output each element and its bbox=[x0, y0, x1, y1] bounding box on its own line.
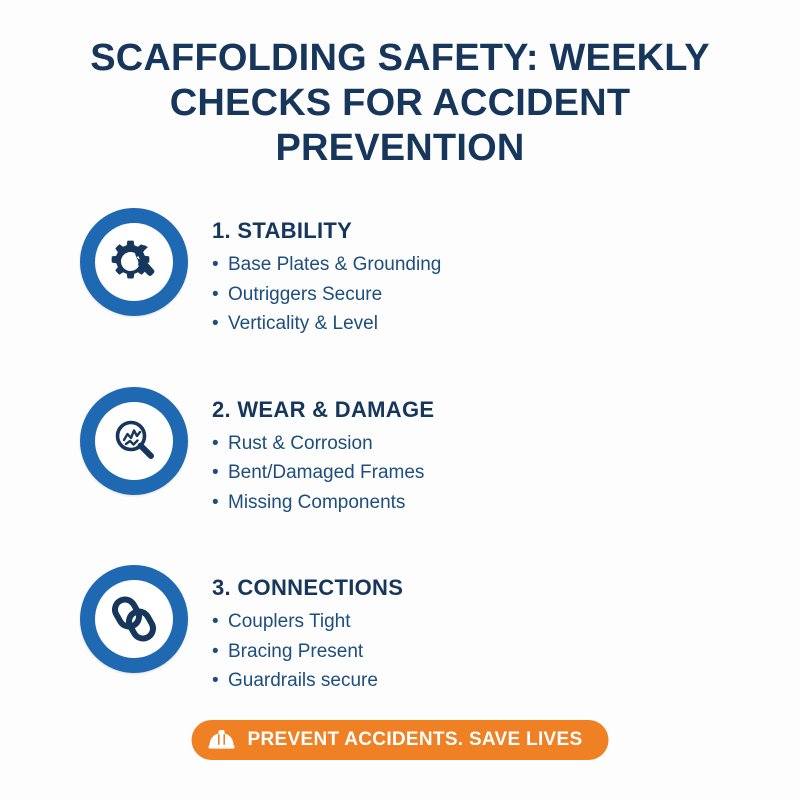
section-bullets bbox=[212, 607, 403, 695]
section-bullets bbox=[212, 429, 434, 517]
section-body bbox=[212, 565, 403, 695]
list-item: • Missing Components bbox=[212, 488, 434, 517]
list-item: • Outriggers Secure bbox=[212, 280, 441, 309]
chain-link-icon bbox=[95, 580, 173, 658]
section-bullets bbox=[212, 250, 441, 338]
list-item: • Bent/Damaged Frames bbox=[212, 458, 434, 487]
section-wear-damage bbox=[80, 387, 720, 517]
section-body bbox=[212, 387, 434, 517]
hard-hat-icon bbox=[208, 728, 236, 752]
section-connections bbox=[80, 565, 720, 695]
page-title: SCAFFOLDING SAFETY: WEEKLY CHECKS FOR ACCIDENT PREVENTION bbox=[90, 37, 710, 169]
gear-wrench-icon bbox=[95, 223, 173, 301]
checklist-sections bbox=[80, 208, 720, 695]
section-icon-badge bbox=[80, 387, 188, 495]
section-icon-badge bbox=[80, 565, 188, 673]
list-item: • Guardrails secure bbox=[212, 666, 403, 695]
list-item: • Bracing Present bbox=[212, 637, 403, 666]
section-icon-badge bbox=[80, 208, 188, 316]
section-stability bbox=[80, 208, 720, 338]
magnifier-crack-icon bbox=[95, 402, 173, 480]
list-item: • Verticality & Level bbox=[212, 309, 441, 338]
footer-banner bbox=[192, 720, 609, 760]
section-heading: 1. STABILITY bbox=[212, 218, 353, 244]
section-heading: 3. CONNECTIONS bbox=[212, 575, 404, 601]
section-heading: 2. WEAR & DAMAGE bbox=[212, 396, 435, 422]
footer-text: PREVENT ACCIDENTS. SAVE LIVES bbox=[247, 729, 583, 750]
list-item: • Rust & Corrosion bbox=[212, 429, 434, 458]
section-body bbox=[212, 208, 441, 338]
list-item: • Couplers Tight bbox=[212, 607, 403, 636]
list-item: • Base Plates & Grounding bbox=[212, 250, 441, 279]
